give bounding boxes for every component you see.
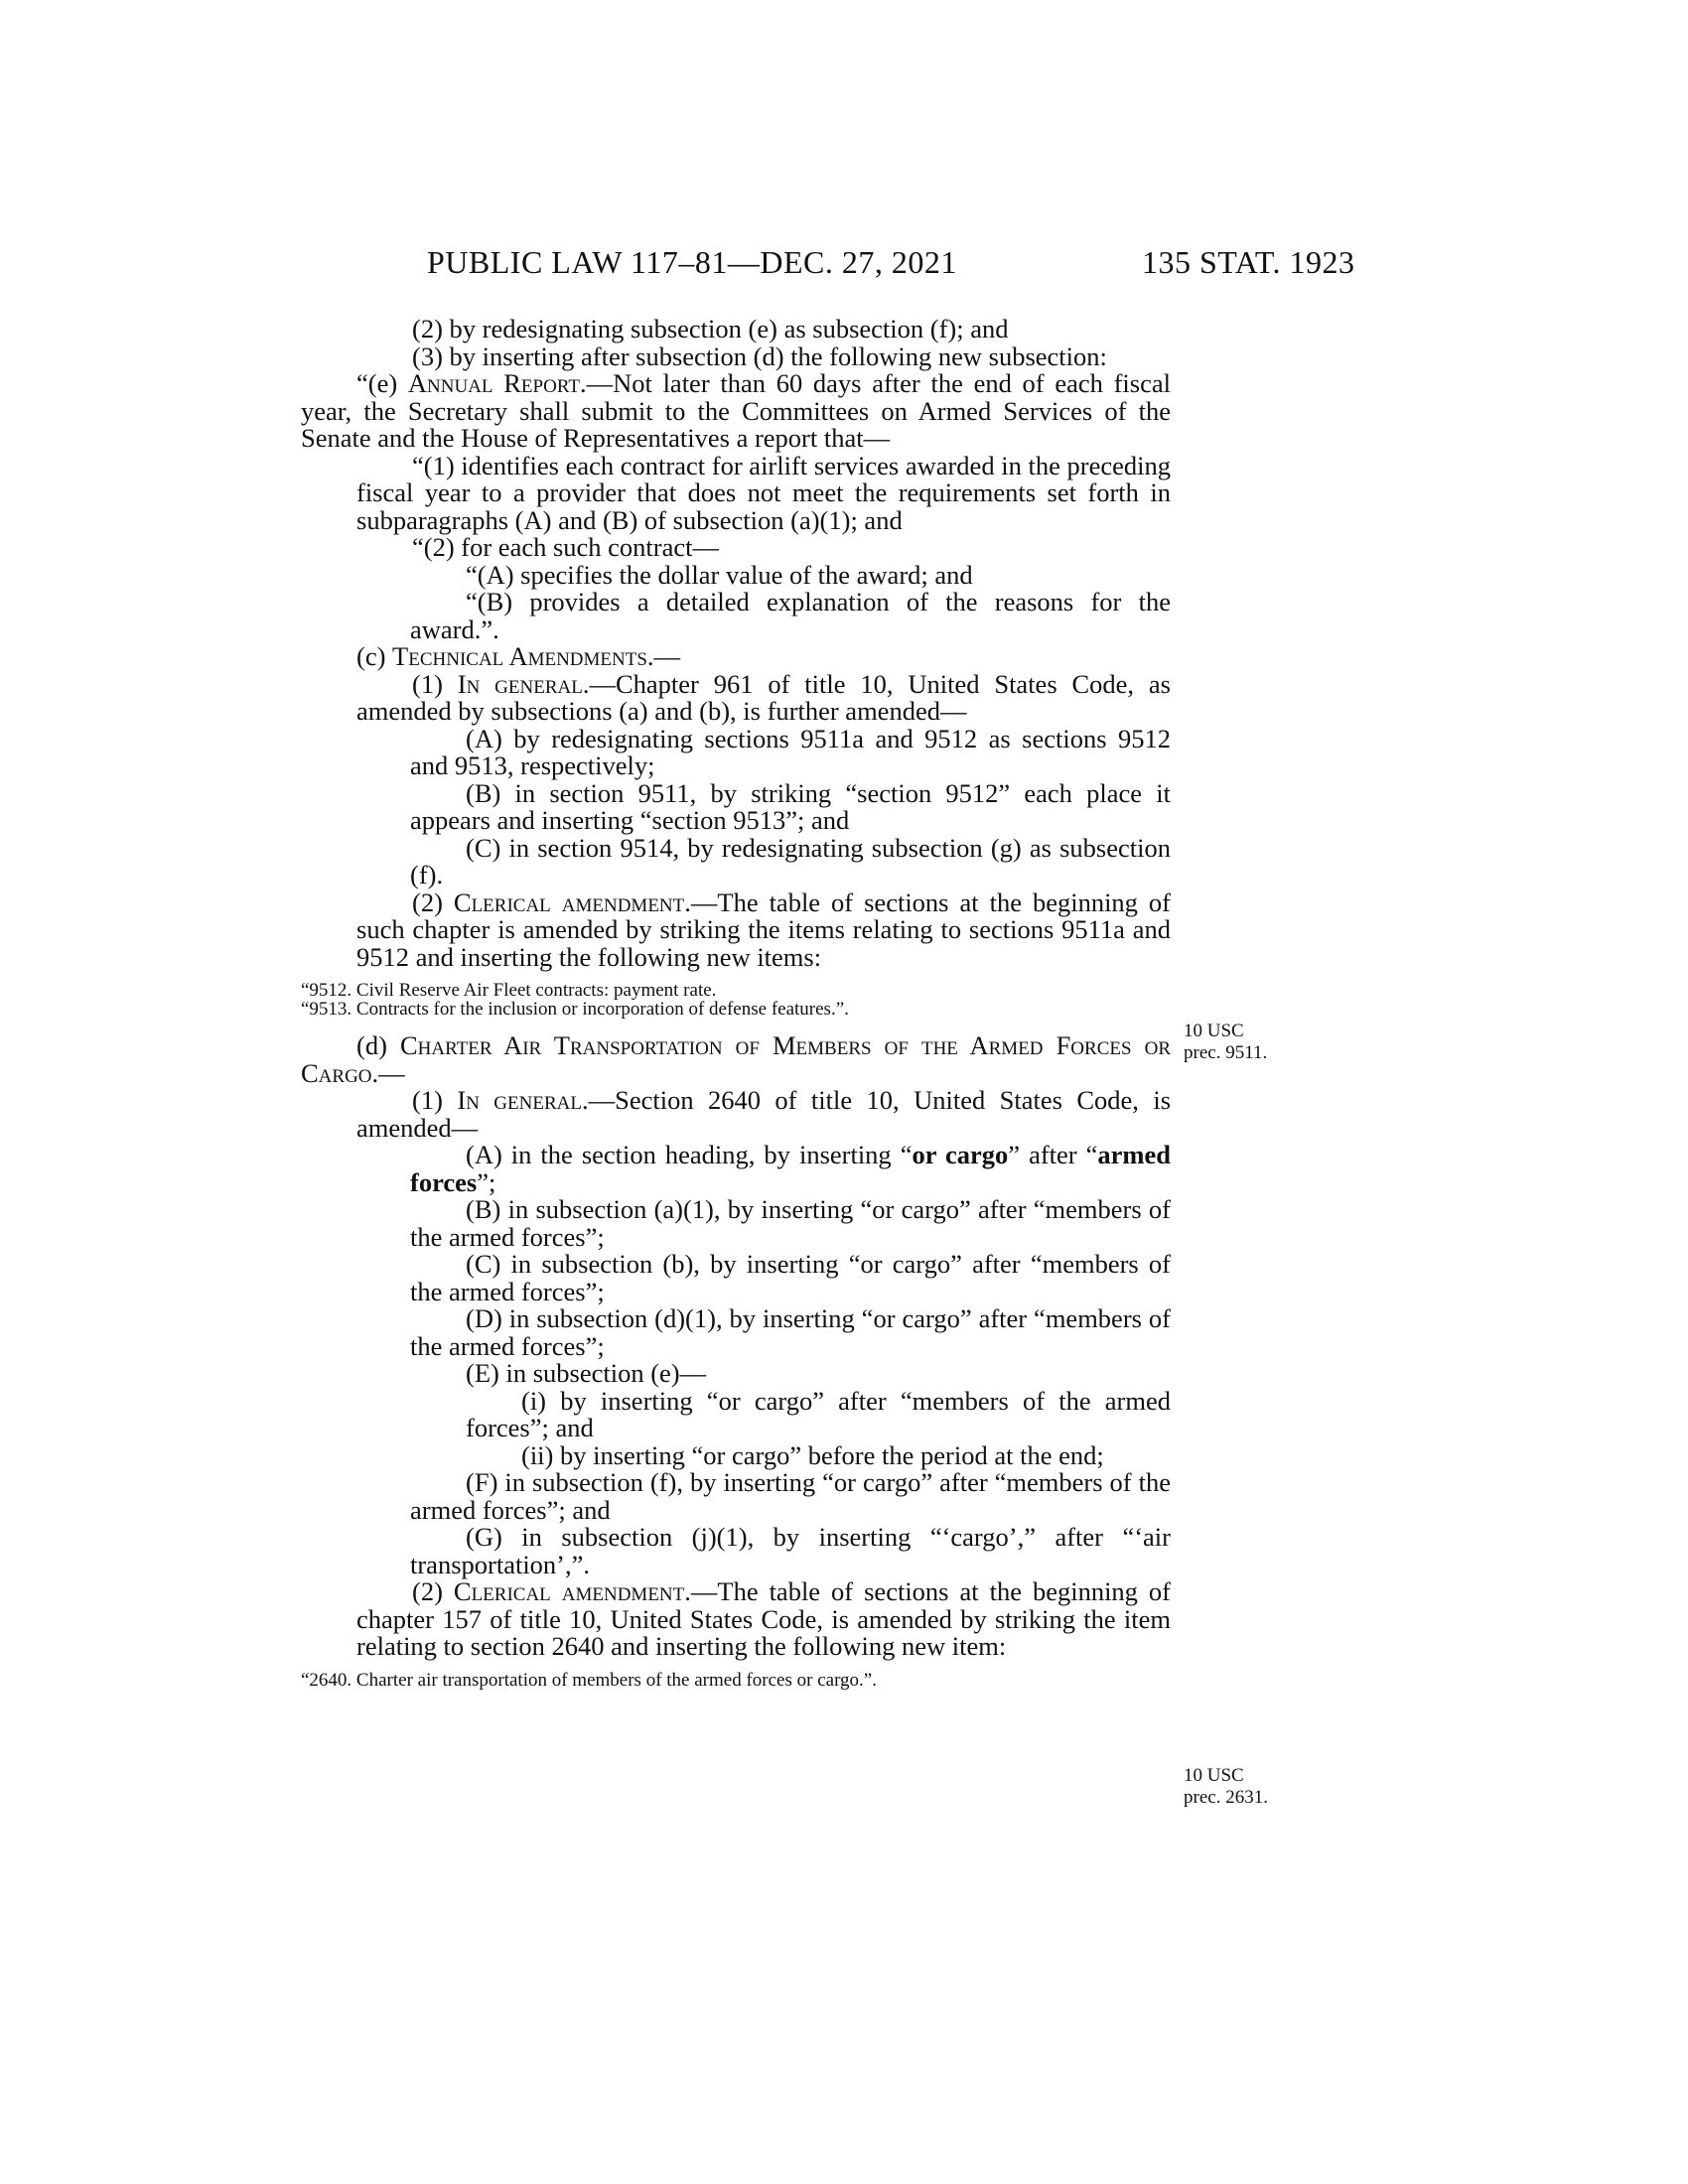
clause-2-each-contract: “(2) for each such contract— <box>412 532 720 562</box>
clause-d1b: (B) in subsection (a)(1), by inserting “or cargo” after “members of the armed forces”; <box>410 1194 1171 1252</box>
clause-d1f: (F) in subsection (f), by inserting “or cargo” after “members of the armed forces”; and <box>410 1467 1171 1525</box>
margin-note-prec-9511: 10 USC prec. 9511. <box>1184 1021 1268 1063</box>
clause-b-explanation: “(B) provides a detailed explanation of the reasons for the award.”. <box>410 587 1171 644</box>
bold-or-cargo: or cargo <box>912 1140 1009 1169</box>
clause-a-dollar-value: “(A) specifies the dollar value of the award; and <box>466 559 973 590</box>
paragraph-d2-clerical: (2) Clerical amendment.—The table of sections at the beginning of chapter 157 of title 10, United States Code, is amended by striking the item relating to section 2640 and inserting the following new item: <box>356 1576 1171 1661</box>
heading-charter-air-transportation: Charter Air Transportation of Members of the Armed Forces or Cargo. <box>301 1030 1172 1088</box>
table-of-sections-items <box>301 981 1171 1019</box>
statute-body <box>301 316 1171 1704</box>
subsection-d-charter-air: (d) Charter Air Transportation of Members of the Armed Forces or Cargo.— <box>301 1030 1172 1088</box>
heading-in-general-d: In general. <box>457 1085 589 1115</box>
paragraph-2: (2) by redesignating subsection (e) as subsection (f); and <box>412 314 1009 343</box>
margin-note-prec-2631: 10 USC prec. 2631. <box>1184 1765 1268 1808</box>
clause-c1c: (C) in section 9514, by redesignating subsection (g) as subsection (f). <box>410 832 1171 889</box>
clause-d1e-i: (i) by inserting “or cargo” after “members of the armed forces”; and <box>466 1385 1171 1442</box>
heading-in-general: In general. <box>457 668 590 699</box>
subsection-c-technical-amendments: (c) Technical Amendments.— <box>356 641 681 671</box>
item-9512: “9512. Civil Reserve Air Fleet contracts: payment rate. <box>301 980 717 1001</box>
clause-c1a: (A) by redesignating sections 9511a and 9512 as sections 9512 and 9513, respectively; <box>410 723 1171 780</box>
paragraph-d1-in-general: (1) In general.—Section 2640 of title 10, United States Code, is amended— <box>356 1085 1172 1143</box>
clause-d1d: (D) in subsection (d)(1), by inserting “or cargo” after “members of the armed forces”; <box>410 1303 1171 1361</box>
clause-d1a: (A) in the section heading, by inserting “or cargo” after “armed forces”; <box>410 1140 1171 1197</box>
item-9513: “9513. Contracts for the inclusion or incorporation of defense features.”. <box>301 999 849 1020</box>
heading-clerical-amendment: Clerical amendment. <box>453 887 691 917</box>
clause-c1b: (B) in section 9511, by striking “section 9512” each place it appears and inserting “section 9513”; and <box>410 777 1171 835</box>
running-header-page: 135 STAT. 1923 <box>1142 244 1355 280</box>
paragraph-c2-clerical: (2) Clerical amendment.—The table of sections at the beginning of such chapter is amended by striking the items relating to sections 9511a and 9512 and inserting the following new items: <box>356 887 1171 972</box>
paragraph-c1-in-general: (1) In general.—Chapter 961 of title 10, United States Code, as amended by subsections (a) and (b), is further amended— <box>356 668 1171 726</box>
item-2640: “2640. Charter air transportation of members of the armed forces or cargo.”. <box>301 1669 877 1691</box>
clause-d1e-ii: (ii) by inserting “or cargo” before the period at the end; <box>521 1439 1104 1470</box>
clause-d1g: (G) in subsection (j)(1), by inserting “‘cargo’,” after “‘air transportation’,”. <box>410 1522 1171 1579</box>
bold-armed-forces: armed forces <box>410 1140 1171 1197</box>
subsection-e-annual-report: “(e) Annual Report.—Not later than 60 days after the end of each fiscal year, the Secretary shall submit to the Committees on Armed Services of the Senate and the House of Representatives a report that— <box>301 368 1171 453</box>
heading-technical-amendments: Technical Amendments. <box>392 641 654 671</box>
clause-1-identifies: “(1) identifies each contract for airlift services awarded in the preceding fiscal year to a provider that does not meet the requirements set forth in subparagraphs (A) and (B) of subsection (a)(1); and <box>356 450 1171 535</box>
heading-annual-report: Annual Report. <box>407 368 587 398</box>
heading-clerical-amendment-d: Clerical amendment. <box>453 1576 691 1606</box>
paragraph-3: (3) by inserting after subsection (d) the following new subsection: <box>412 341 1107 371</box>
table-of-sections-item-2640 <box>301 1671 1171 1690</box>
running-header-title: PUBLIC LAW 117–81—DEC. 27, 2021 <box>427 244 957 280</box>
clause-d1e: (E) in subsection (e)— <box>466 1358 707 1388</box>
clause-d1c: (C) in subsection (b), by inserting “or cargo” after “members of the armed forces”; <box>410 1249 1171 1306</box>
